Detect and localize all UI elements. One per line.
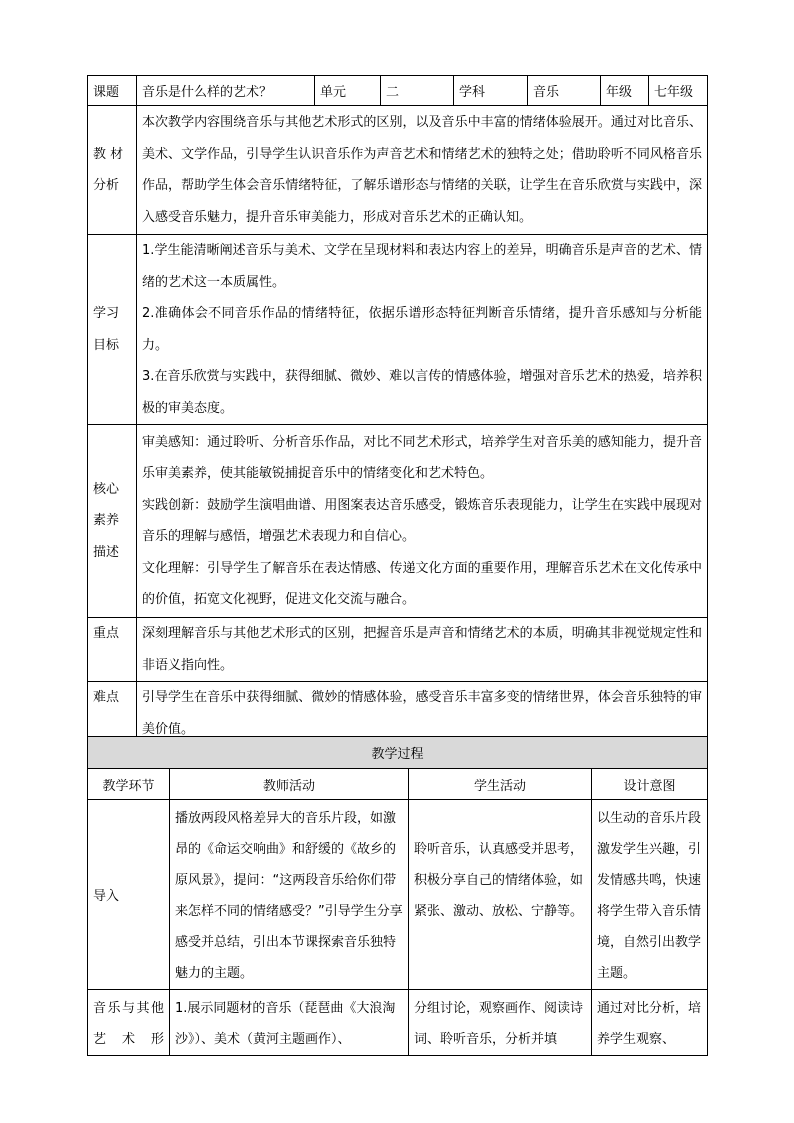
design-intent-cell: 以生动的音乐片段激发学生兴趣，引发情感共鸣，快速将学生带入音乐情境，自然引出教学主题。 xyxy=(592,800,708,990)
course-label: 课题 xyxy=(88,76,137,106)
course-title: 音乐是什么样的艺术？ xyxy=(137,76,315,106)
stage-cell: 音乐与其他艺术形 xyxy=(88,990,170,1056)
teacher-activity-cell: 1.展示同题材的音乐（琵琶曲《大浪淘沙》）、美术（黄河主题画作）、 xyxy=(170,990,409,1056)
difficulty-label: 难点 xyxy=(88,682,137,746)
stage-cell: 导入 xyxy=(88,800,170,990)
key-point-label: 重点 xyxy=(88,618,137,682)
grade-value: 七年级 xyxy=(649,76,708,106)
process-title: 教学过程 xyxy=(88,737,708,769)
goal-item: 2.准确体会不同音乐作品的情绪特征，依据乐谱形态特征判断音乐情绪，提升音乐感知与分析能力。 xyxy=(142,306,702,353)
key-point-row xyxy=(88,618,708,682)
goal-item: 1.学生能清晰阐述音乐与美术、文学在呈现材料和表达内容上的差异，明确音乐是声音的艺术、情绪的艺术这一本质属性。 xyxy=(142,243,702,290)
literacy-label xyxy=(88,425,137,618)
goals-row xyxy=(88,235,708,425)
process-title-row xyxy=(88,737,708,769)
literacy-row xyxy=(88,425,708,618)
literacy-content xyxy=(137,425,708,618)
literacy-item: 审美感知：通过聆听、分析音乐作品，对比不同艺术形式，培养学生对音乐美的感知能力，提升音乐审美素养，使其能敏锐捕捉音乐中的情绪变化和艺术特色。 xyxy=(142,434,702,481)
column-header-student: 学生活动 xyxy=(409,769,592,800)
subject-label: 学科 xyxy=(454,76,528,106)
teaching-process-table xyxy=(87,736,708,1056)
unit-value: 二 xyxy=(381,76,454,106)
column-header-intent: 设计意图 xyxy=(592,769,708,800)
column-header-teacher: 教师活动 xyxy=(170,769,409,800)
difficulty-text: 引导学生在音乐中获得细腻、微妙的情感体验，感受音乐丰富多变的情绪世界，体会音乐独特的审美价值。 xyxy=(137,682,708,746)
material-label-line1: 教 材 xyxy=(93,146,124,162)
goals-label xyxy=(88,235,137,425)
material-analysis-text: 本次教学内容围绕音乐与其他艺术形式的区别，以及音乐中丰富的情绪体验展开。通过对比音乐、美术、文学作品，引导学生认识音乐作为声音艺术和情绪艺术的独特之处；借助聆听不同风格音乐作品，帮助学生体会音乐情绪特征，了解乐谱形态与情绪的关联，让学生在音乐欣赏与实践中，深入感受音乐魅力，提升音乐审美能力，形成对音乐艺术的正确认知。 xyxy=(137,106,708,235)
literacy-label-line1: 核心 xyxy=(93,481,120,497)
student-activity-cell: 分组讨论，观察画作、阅读诗词、聆听音乐，分析并填 xyxy=(409,990,592,1056)
column-header-stage: 教学环节 xyxy=(88,769,170,800)
literacy-item: 文化理解：引导学生了解音乐在表达情感、传递文化方面的重要作用，理解音乐艺术在文化传承中的价值，拓宽文化视野，促进文化交流与融合。 xyxy=(142,560,702,607)
process-column-headers xyxy=(88,769,708,800)
lesson-info-table xyxy=(87,75,708,746)
material-label-line2: 分析 xyxy=(93,178,120,193)
design-intent-cell: 通过对比分析，培养学生观察、 xyxy=(592,990,708,1056)
teacher-activity-cell: 播放两段风格差异大的音乐片段，如激昂的《命运交响曲》和舒缓的《故乡的原风景》，提问：“这两段音乐给你们带来怎样不同的情绪感受？”引导学生分享感受并总结，引出本节课探索音乐独特魅力的主题。 xyxy=(170,800,409,990)
unit-label: 单元 xyxy=(315,76,381,106)
material-label xyxy=(88,106,137,235)
goal-item: 3.在音乐欣赏与实践中，获得细腻、微妙、难以言传的情感体验，增强对音乐艺术的热爱，培养积极的审美态度。 xyxy=(142,369,702,416)
literacy-label-line3: 描述 xyxy=(93,544,120,560)
material-row xyxy=(88,106,708,235)
process-row-compare xyxy=(88,990,708,1056)
process-row-intro xyxy=(88,800,708,990)
goals-label-line1: 学习 xyxy=(93,306,120,321)
header-row xyxy=(88,76,708,106)
subject-value: 音乐 xyxy=(528,76,601,106)
literacy-label-line2: 素养 xyxy=(93,513,120,529)
goals-label-line2: 目标 xyxy=(93,337,120,353)
literacy-item: 实践创新：鼓励学生演唱曲谱、用图案表达音乐感受，锻炼音乐表现能力，让学生在实践中展现对音乐的理解与感悟，增强艺术表现力和自信心。 xyxy=(142,497,702,544)
key-point-text: 深刻理解音乐与其他艺术形式的区别，把握音乐是声音和情绪艺术的本质，明确其非视觉规定性和非语义指向性。 xyxy=(137,618,708,682)
grade-label: 年级 xyxy=(601,76,649,106)
student-activity-cell: 聆听音乐，认真感受并思考，积极分享自己的情绪体验，如紧张、激动、放松、宁静等。 xyxy=(409,800,592,990)
goals-content xyxy=(137,235,708,425)
